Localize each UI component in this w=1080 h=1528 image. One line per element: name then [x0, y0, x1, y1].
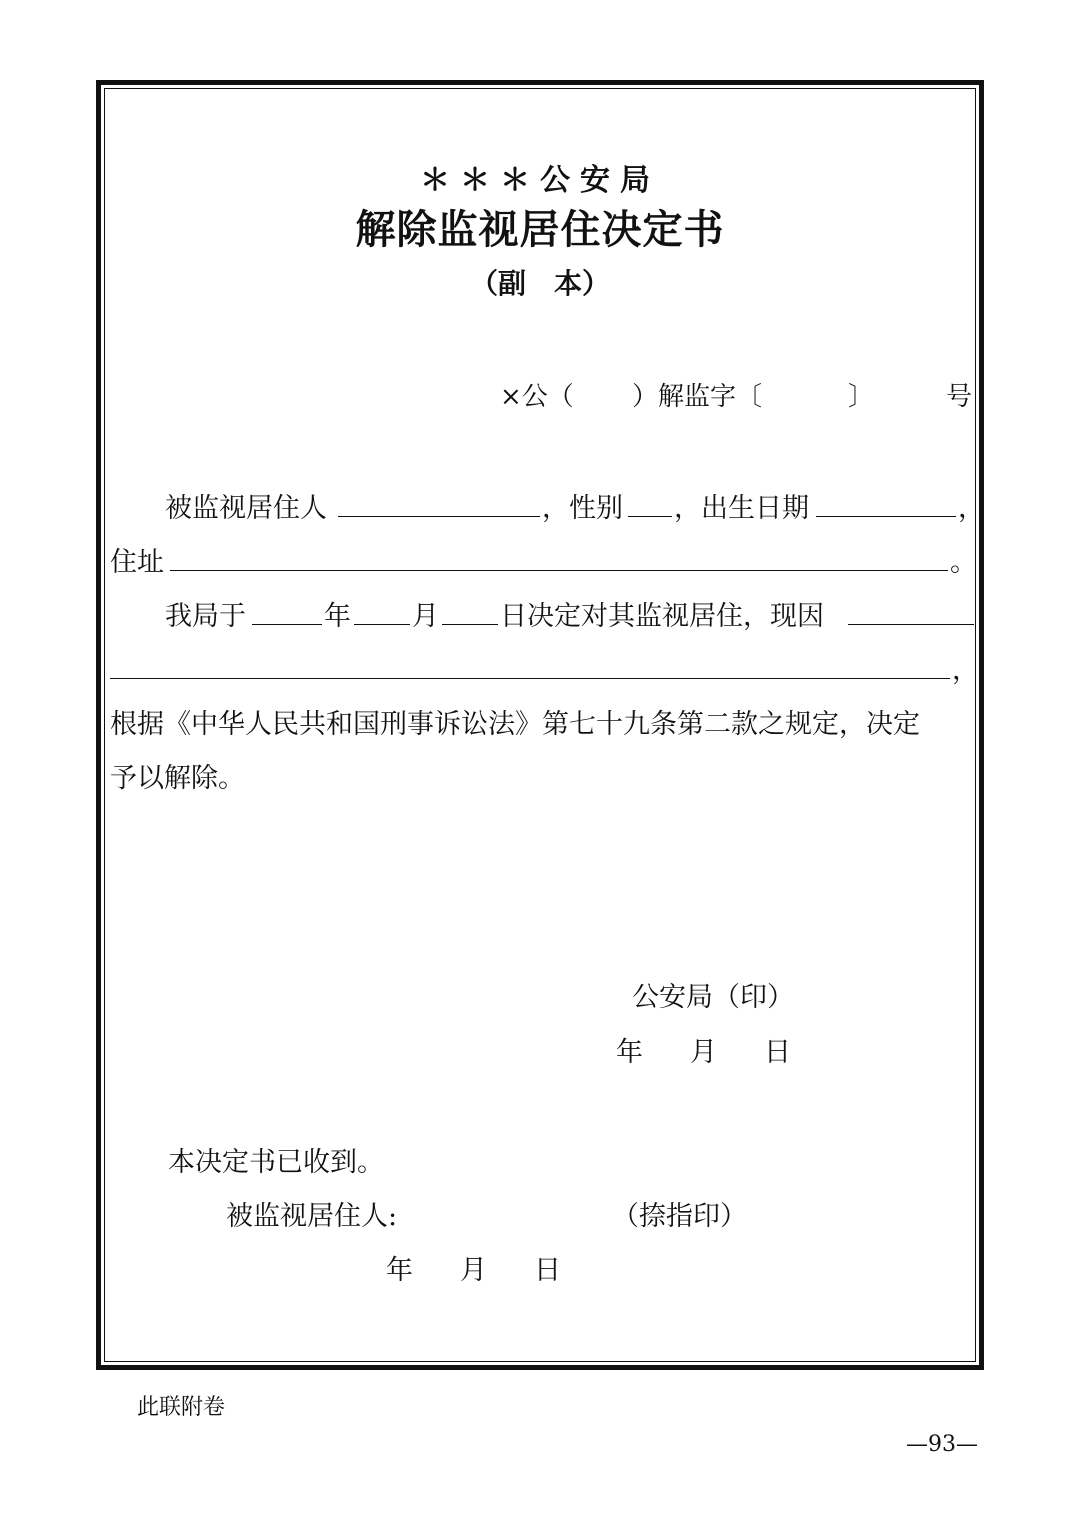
receipt-year-label: 年	[386, 1255, 413, 1286]
subject-label: 被监视居住人	[165, 493, 327, 524]
doc-number-middle: ）解监字〔	[632, 382, 763, 412]
receipt-month-label: 月	[460, 1255, 487, 1286]
decision-year-label: 年	[324, 601, 351, 632]
doc-number-prefix: ×公（	[500, 382, 574, 412]
doc-number-close: 〕	[848, 382, 875, 412]
sign-day-label: 日	[764, 1037, 791, 1068]
receipt-day-label: 日	[534, 1255, 561, 1286]
comma-1: ，	[958, 493, 985, 524]
document-title: 解除监视居住决定书	[355, 206, 725, 253]
receipt-person-label: 被监视居住人:	[226, 1201, 398, 1232]
sign-month-label: 月	[690, 1037, 717, 1068]
subject-name-blank	[338, 516, 540, 517]
doc-number-suffix: 号	[946, 382, 973, 412]
comma-2: ，	[952, 655, 979, 686]
agency-name: ＊＊＊公安局	[420, 163, 660, 198]
seal-label: 公安局（印）	[632, 982, 794, 1013]
decision-month-blank	[354, 624, 410, 625]
decided-text: 日决定对其监视居住，现因	[500, 601, 824, 632]
gender-blank	[628, 516, 672, 517]
receipt-text: 本决定书已收到。	[168, 1147, 384, 1178]
decision-month-label: 月	[412, 601, 439, 632]
period-1: 。	[950, 547, 977, 578]
address-blank	[170, 570, 948, 571]
copy-label: （副 本）	[469, 267, 610, 300]
decided-prefix: 我局于	[165, 601, 246, 632]
gender-label: ，性别	[542, 493, 623, 524]
address-label: 住址	[110, 547, 164, 578]
decision-year-blank	[252, 624, 322, 625]
reason-blank-2	[110, 678, 950, 679]
fingerprint-label: （捺指印）	[612, 1201, 747, 1232]
page-number: —93—	[906, 1432, 978, 1457]
sign-year-label: 年	[616, 1037, 643, 1068]
birth-date-label: ，出生日期	[674, 493, 809, 524]
legal-basis-line-1: 根据《中华人民共和国刑事诉讼法》第七十九条第二款之规定，决定	[110, 709, 920, 740]
archive-note: 此联附卷	[137, 1395, 226, 1420]
birth-date-blank	[816, 516, 956, 517]
reason-blank-1	[848, 624, 974, 625]
decision-day-blank	[442, 624, 498, 625]
legal-basis-line-2: 予以解除。	[110, 763, 245, 794]
